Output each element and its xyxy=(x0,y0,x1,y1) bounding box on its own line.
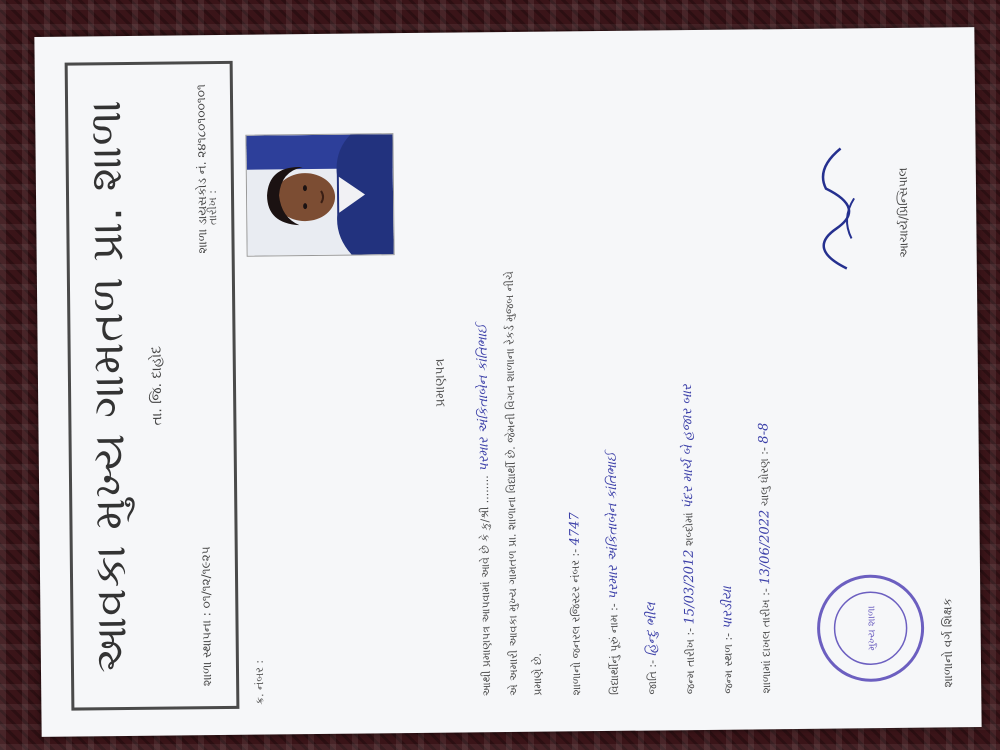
birth-place-value: પારડીયા xyxy=(720,586,736,630)
school-dise-code: શાળા ડાયસકોડ નં. ૨૪૧૮૦૧૦૦૧૦૧ xyxy=(193,84,210,254)
student-photo xyxy=(245,133,394,257)
admission-date-value: 13/06/2022 xyxy=(757,509,774,585)
serial-number-label: ક્ર. નંબર : xyxy=(252,659,267,705)
date-label: તારીખ : xyxy=(205,189,220,226)
principal-label: આચાર્ય/પ્રિન્સિપાલ xyxy=(895,167,911,258)
birth-date-words-label: શબ્દોમાં xyxy=(682,512,696,547)
birth-place-row xyxy=(715,64,737,694)
certificate-document xyxy=(34,27,981,737)
student-name-label: વિદ્યાર્થીનું પૂરું નામ :- xyxy=(607,603,622,695)
current-standard-label: ચાલુ ધોરણ :- xyxy=(757,447,772,507)
student-name-value: પરમાર અંકિતાબેન કાંતિભાઈ xyxy=(604,451,622,600)
certificate-title: પ્રમાણપત્ર xyxy=(432,358,449,408)
certificate-body-line-2: પ્રમાણે છે. xyxy=(530,652,545,696)
class-teacher-label: શાળાનો વર્ગ શિક્ષક xyxy=(940,597,956,688)
birth-date-words-value: પંદર માર્ચ બે હજાર બાર xyxy=(680,384,697,510)
intro-text: આથી પ્રમાણપત્ર આપવામાં આવે છે કે કુ/શ્રી ........ xyxy=(477,475,494,697)
birth-place-label: જન્મ સ્થળ :- xyxy=(721,632,736,694)
register-number-value: 4747 xyxy=(567,512,583,546)
student-name-row xyxy=(601,65,623,695)
birth-date-label: જન્મ તારીખ :- xyxy=(683,627,698,695)
certificate-paper xyxy=(34,27,981,737)
school-seal-stamp xyxy=(810,568,931,689)
taluka-line: તા. જિ. દાહોદ xyxy=(148,345,166,426)
establishment-date: શાળા સ્થાપના : ૦૧/૧૨/૧૯૨૫ xyxy=(198,546,215,687)
register-number-row xyxy=(563,65,585,695)
register-number-label: શાળાનો જનરલ રજિસ્ટર નંબર :- xyxy=(568,548,584,696)
caste-row xyxy=(639,64,661,694)
current-standard-value: 8-8 xyxy=(756,422,772,444)
principal-signature xyxy=(795,128,867,279)
admission-row xyxy=(753,63,775,693)
certificate-body-line: એ અમારી આવકા મુખ્ય ગામતળ પ્રા. શાળાના વિદ્યાર્થી છે. જેમની વિગત શાળાના રેકર્ડ મુજબ નીચે xyxy=(502,271,521,697)
student-photo-image xyxy=(246,134,393,256)
header-box xyxy=(65,61,240,711)
school-name: આવકા મુખ્ય ગામતળ પ્રા. શાળા xyxy=(80,99,138,674)
birth-date-row xyxy=(677,64,699,694)
caste-value: હિન્દુ ભીલ xyxy=(644,602,660,657)
svg-text:મુખ્ય શાળા: મુખ્ય શાળા xyxy=(866,605,878,651)
intro-student-name: પરમાર અંકિતાબેન કાંતિભાઈ xyxy=(475,323,492,472)
caste-label: જાતિ :- xyxy=(645,659,660,695)
birth-date-value: 15/03/2012 xyxy=(681,549,698,625)
certificate-intro-line xyxy=(473,66,495,696)
admission-date-label: શાળામાં દાખલ તારીખ :- xyxy=(759,588,774,694)
